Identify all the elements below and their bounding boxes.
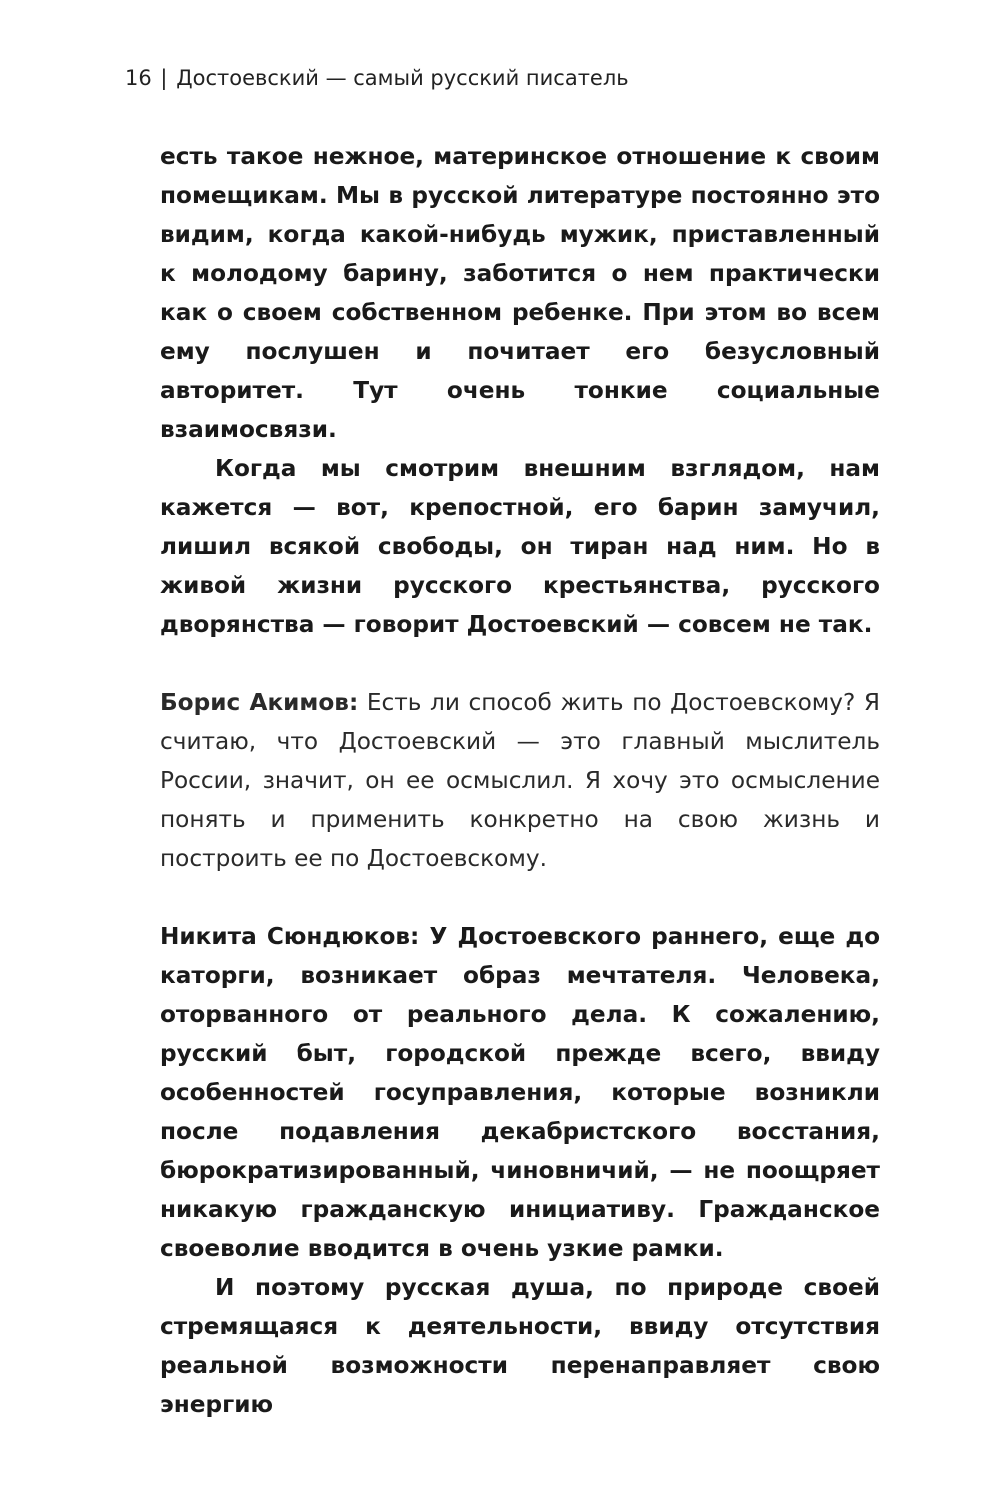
header-separator: |: [160, 66, 168, 90]
paragraph-akimov: [160, 683, 880, 878]
spacer: [160, 644, 880, 683]
running-header: [125, 66, 629, 90]
speaker-syundyukov: Никита Сюндюков:: [160, 923, 420, 950]
speaker-akimov: Борис Акимов:: [160, 689, 359, 716]
paragraph-continuation: есть такое нежное, материнское отношение к своим помещикам. Мы в русской литературе постоянно это видим, когда какой-нибудь мужик, приставленный к молодому барину, заботится о нем практически как о своем собственном ребенке. При этом во всем ему послушен и почитает его безусловный авторитет. Тут очень тонкие социальные взаимосвязи.: [160, 143, 880, 443]
paragraph-russian-soul: И поэтому русская душа, по природе своей стремящаяся к деятельности, ввиду отсутствия реальной возможности перенаправляет свою энергию: [160, 1274, 880, 1418]
page-number: 16: [125, 66, 152, 90]
paragraph-syundyukov: [160, 917, 880, 1268]
paragraph-dostoevsky: Когда мы смотрим внешним взглядом, нам кажется — вот, крепостной, его барин замучил, лишил всякой свободы, он тиран над ним. Но в живой жизни русского крестьянства, русского дворянства — говорит Достоевский — совсем не так.: [160, 455, 880, 638]
running-title: Достоевский — самый русский писатель: [176, 66, 629, 90]
akimov-text: Есть ли способ жить по Достоевскому? Я считаю, что Достоевский — это главный мыслитель России, значит, он ее осмыслил. Я хочу это осмысление понять и применить конкретно на свою жизнь и построить ее по Достоевскому.: [160, 689, 880, 872]
page-body: [160, 137, 880, 1424]
syundyukov-text: У Достоевского раннего, еще до каторги, возникает образ мечтателя. Человека, оторванного от реального дела. К сожалению, русский быт, городской прежде всего, ввиду особенностей госуправления, которые возникли после подавления декабристского восстания, бюрократизированный, чиновничий, — не поощряет никакую гражданскую инициативу. Гражданское своеволие вводится в очень узкие рамки.: [160, 923, 881, 1262]
spacer: [160, 878, 880, 917]
